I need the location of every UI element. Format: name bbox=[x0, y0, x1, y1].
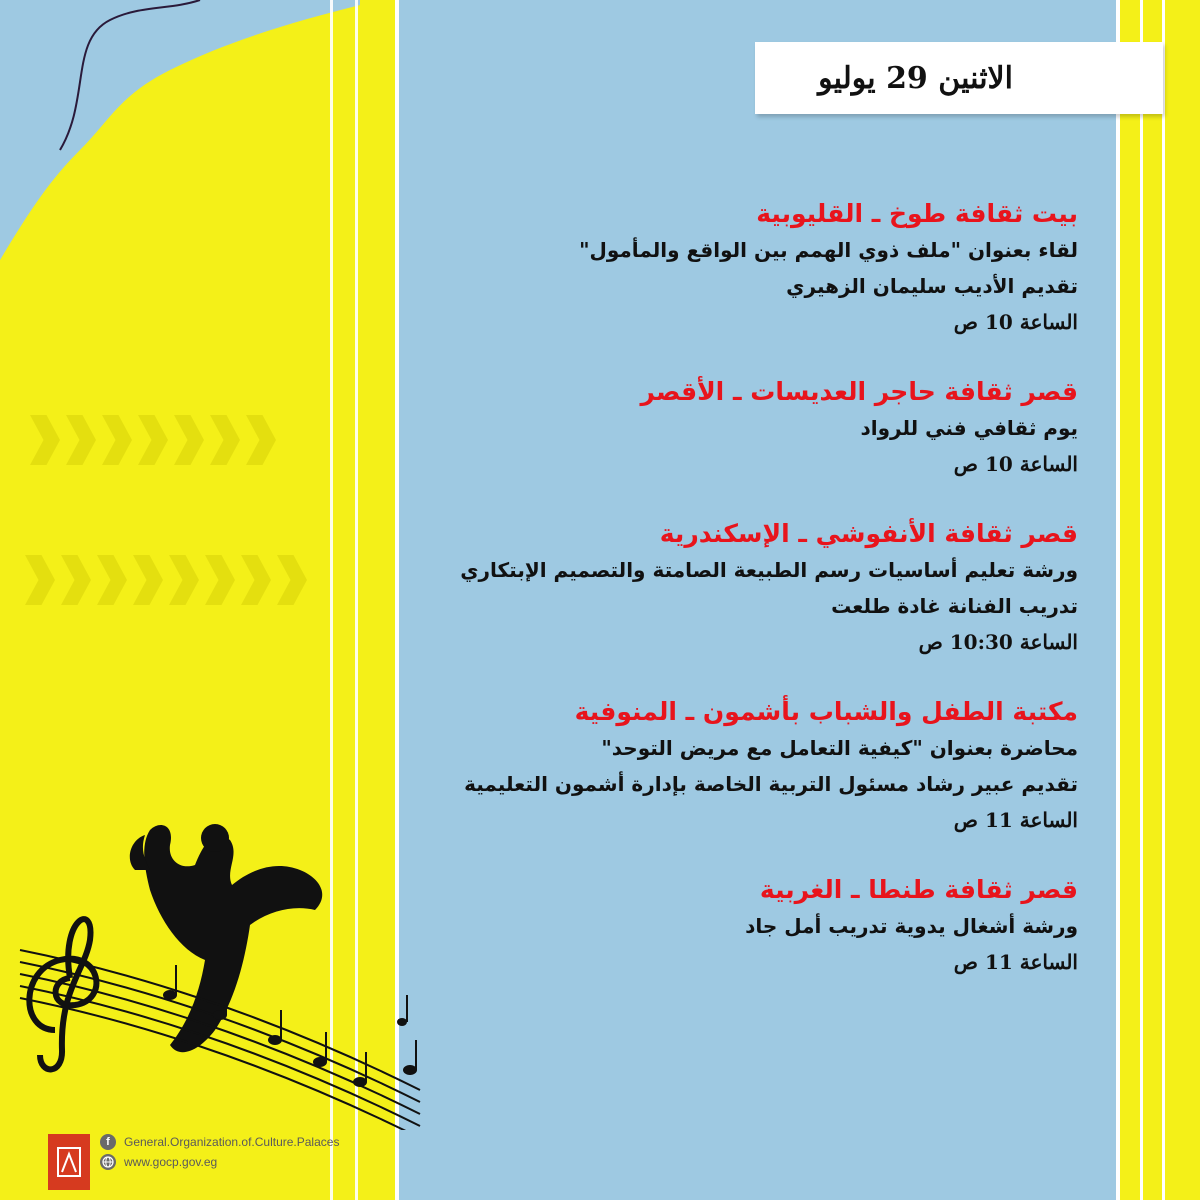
website-text: www.gocp.gov.eg bbox=[124, 1155, 218, 1169]
dancer-illustration bbox=[0, 800, 440, 1130]
org-logo bbox=[48, 1134, 90, 1190]
website-link[interactable] bbox=[100, 1154, 339, 1170]
event-title: قصر ثقافة حاجر العديسات ـ الأقصر bbox=[640, 377, 1078, 406]
event-line: تقديم عبير رشاد مسئول التربية الخاصة بإدارة أشمون التعليمية bbox=[464, 772, 1078, 796]
event-title: مكتبة الطفل والشباب بأشمون ـ المنوفية bbox=[574, 697, 1078, 726]
blue-wave-decoration bbox=[0, 0, 360, 270]
event-time: الساعة 11 ص bbox=[953, 950, 1078, 974]
chevron-decoration bbox=[25, 555, 307, 605]
event-time: الساعة 11 ص bbox=[953, 808, 1078, 832]
event-line: لقاء بعنوان "ملف ذوي الهمم بين الواقع والمأمول" bbox=[579, 238, 1078, 262]
globe-icon bbox=[100, 1154, 116, 1170]
footer bbox=[48, 1134, 339, 1190]
event-item bbox=[430, 196, 1078, 340]
event-line: يوم ثقافي فني للرواد bbox=[860, 416, 1078, 440]
decor-line bbox=[1162, 0, 1165, 1200]
facebook-link[interactable] bbox=[100, 1134, 339, 1150]
events-list bbox=[430, 196, 1078, 1014]
event-title: قصر ثقافة الأنفوشي ـ الإسكندرية bbox=[659, 519, 1078, 548]
date-text: الاثنين 29 يوليو bbox=[818, 60, 1013, 96]
event-line: محاضرة بعنوان "كيفية التعامل مع مريض التوحد" bbox=[601, 736, 1078, 760]
event-item bbox=[430, 516, 1078, 660]
event-line: تقديم الأديب سليمان الزهيري bbox=[786, 274, 1078, 298]
event-time: الساعة 10 ص bbox=[953, 310, 1078, 334]
event-title: قصر ثقافة طنطا ـ الغربية bbox=[759, 875, 1078, 904]
date-header bbox=[755, 42, 1163, 114]
event-line: تدريب الفنانة غادة طلعت bbox=[831, 594, 1078, 618]
decor-line bbox=[1140, 0, 1143, 1200]
event-line: ورشة أشغال يدوية تدريب أمل جاد bbox=[745, 914, 1078, 938]
event-title: بيت ثقافة طوخ ـ القليوبية bbox=[756, 199, 1078, 228]
event-item bbox=[430, 374, 1078, 482]
event-item bbox=[430, 694, 1078, 838]
event-time: الساعة 10:30 ص bbox=[918, 630, 1078, 654]
chevron-decoration bbox=[30, 415, 276, 465]
event-item bbox=[430, 872, 1078, 980]
footer-links bbox=[100, 1134, 339, 1170]
event-line: ورشة تعليم أساسيات رسم الطبيعة الصامتة والتصميم الإبتكاري bbox=[460, 558, 1078, 582]
facebook-icon: f bbox=[100, 1134, 116, 1150]
event-time: الساعة 10 ص bbox=[953, 452, 1078, 476]
facebook-text: General.Organization.of.Culture.Palaces bbox=[124, 1135, 340, 1149]
